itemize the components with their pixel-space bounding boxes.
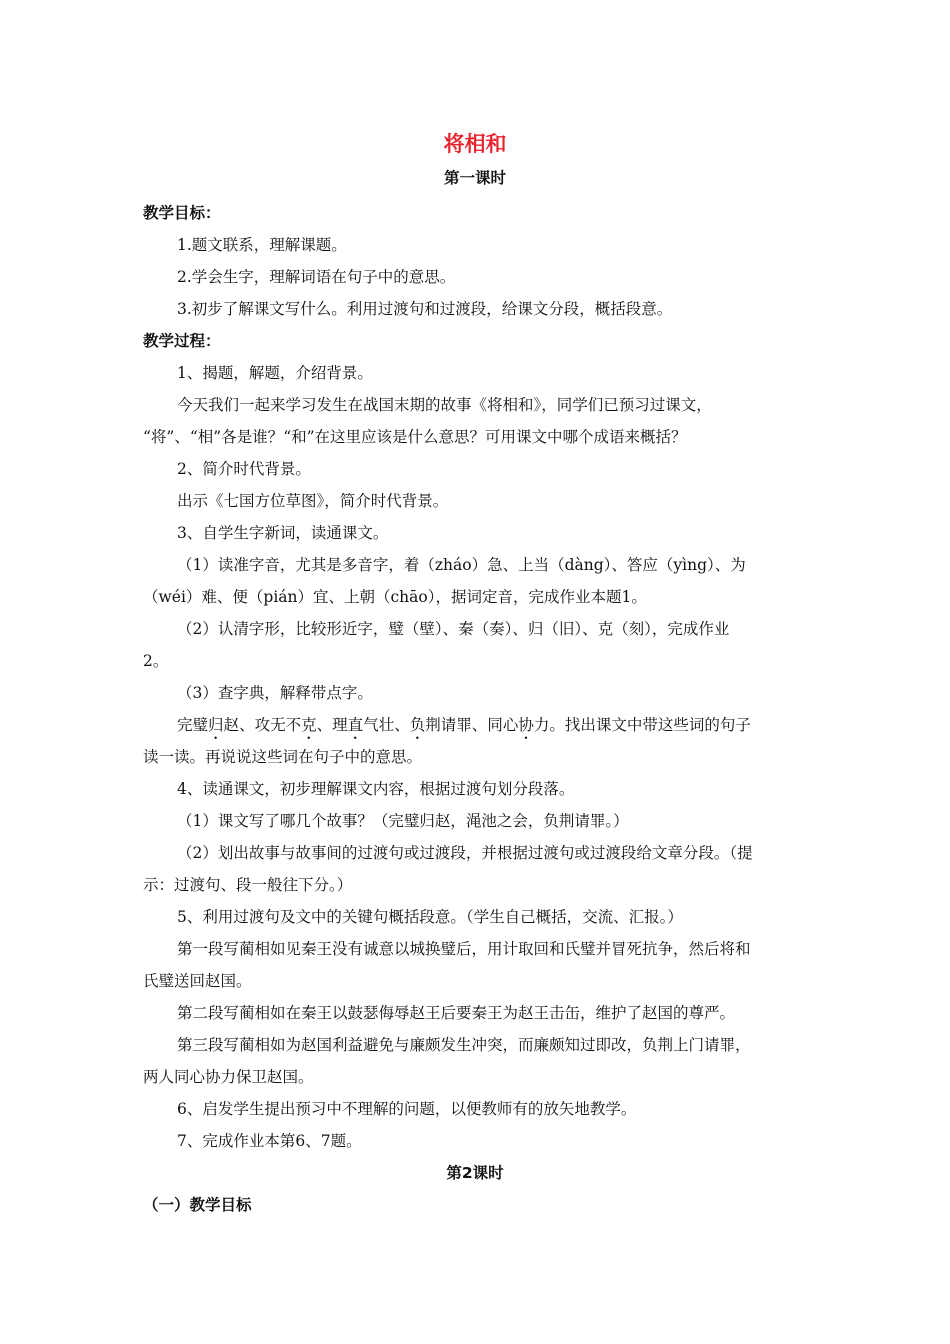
step-3-2: （2）认清字形，比较形近字，璧（壁）、秦（奏）、归（旧）、克（刻），完成作业 bbox=[177, 620, 730, 638]
idioms-line-2: 读一读。再说说这些词在句子中的意思。 bbox=[143, 748, 423, 766]
idiom-separator: 、 bbox=[471, 716, 488, 734]
step-4-2: （2）划出故事与故事间的过渡句或过渡段，并根据过渡句或过渡段给文章分段。（提 bbox=[177, 844, 753, 862]
idiom-char: 荆 bbox=[425, 716, 441, 734]
step-7: 7、完成作业本第6、7题。 bbox=[177, 1132, 362, 1150]
goal-item: 2.学会生字，理解词语在句子中的意思。 bbox=[177, 268, 456, 286]
step-3-1: （wéi）难、便（pián）宜、上朝（chāo），据词定音，完成作业本题1。 bbox=[143, 588, 647, 606]
idioms-tail: 。找出课文中带这些词的句子 bbox=[549, 716, 751, 734]
idiom-char: 同 bbox=[487, 716, 503, 734]
idiom-char: 无 bbox=[270, 716, 286, 734]
idiom-char: 罪 bbox=[456, 716, 472, 734]
lesson-2-heading: 第2课时 bbox=[446, 1164, 504, 1182]
idiom-char: 璧 bbox=[192, 716, 209, 734]
idiom-char: 赵 bbox=[223, 716, 240, 734]
idioms-line bbox=[177, 713, 751, 743]
goal-item: 1.题文联系，理解课题。 bbox=[177, 236, 347, 254]
idiom-char: 请 bbox=[440, 716, 457, 734]
step-5: 5、利用过渡句及文中的关键句概括段意。（学生自己概括，交流、汇报。） bbox=[177, 908, 683, 926]
step-4: 4、读通课文，初步理解课文内容，根据过渡句划分段落。 bbox=[177, 780, 575, 798]
idiom-separator: 、 bbox=[316, 716, 333, 734]
step-2: 2、简介时代背景。 bbox=[177, 460, 311, 478]
idiom-char-dotted: 克 bbox=[301, 716, 317, 734]
idiom-separator: 、 bbox=[239, 716, 255, 734]
step-1: 1、揭题，解题，介绍背景。 bbox=[177, 364, 373, 382]
idiom-char: 气 bbox=[363, 716, 379, 734]
idiom-char-dotted: 协 bbox=[518, 716, 534, 734]
goals-heading: 教学目标： bbox=[143, 204, 221, 222]
step-4-2: 示：过渡句、段一般往下分。） bbox=[143, 876, 353, 894]
lesson-1-heading: 第一课时 bbox=[443, 169, 506, 187]
step-3-2: 2。 bbox=[143, 652, 169, 670]
step-3-3: （3）查字典，解释带点字。 bbox=[177, 684, 373, 702]
paragraph-2-summary: 第二段写蔺相如在秦王以鼓瑟侮辱赵王后要秦王为赵王击缶，维护了赵国的尊严。 bbox=[177, 1004, 736, 1022]
document-title: 将相和 bbox=[443, 132, 507, 156]
idiom-char: 不 bbox=[285, 716, 302, 734]
step-2-text: 出示《七国方位草图》，简介时代背景。 bbox=[177, 492, 449, 510]
process-heading: 教学过程： bbox=[143, 332, 221, 350]
idiom-char: 壮 bbox=[378, 716, 395, 734]
idiom-char: 完 bbox=[177, 716, 193, 734]
step-1-text: 今天我们一起来学习发生在战国末期的故事《将相和》，同学们已预习过课文， bbox=[177, 396, 712, 414]
idiom-char-dotted: 归 bbox=[208, 716, 224, 734]
idiom-char-dotted: 负 bbox=[409, 716, 426, 734]
idiom-char: 力 bbox=[533, 716, 550, 734]
step-3: 3、自学生字新词，读通课文。 bbox=[177, 524, 389, 542]
paragraph-1-summary: 第一段写蔺相如见秦王没有诚意以城换璧后，用计取回和氏璧并冒死抗争，然后将和 bbox=[177, 940, 751, 958]
idiom-char-dotted: 直 bbox=[347, 716, 364, 734]
idiom-separator: 、 bbox=[394, 716, 410, 734]
section-1-heading: （一）教学目标 bbox=[143, 1196, 252, 1214]
idiom-char: 理 bbox=[332, 716, 348, 734]
step-4-1: （1）课文写了哪几个故事？（完璧归赵，渑池之会，负荆请罪。） bbox=[177, 812, 629, 830]
paragraph-1-summary: 氏璧送回赵国。 bbox=[143, 972, 252, 990]
idiom-char: 攻 bbox=[254, 716, 271, 734]
step-3-1: （1）读准字音，尤其是多音字，着（zháo）急、上当（dàng）、答应（yìng）、为 bbox=[177, 556, 746, 574]
goal-item: 3.初步了解课文写什么。利用过渡句和过渡段，给课文分段，概括段意。 bbox=[177, 300, 673, 318]
step-6: 6、启发学生提出预习中不理解的问题，以便教师有的放矢地教学。 bbox=[177, 1100, 637, 1118]
step-1-text: “将”、“相”各是谁？“和”在这里应该是什么意思？可用课文中哪个成语来概括？ bbox=[143, 428, 687, 446]
idiom-char: 心 bbox=[502, 716, 519, 734]
paragraph-3-summary: 两人同心协力保卫赵国。 bbox=[143, 1068, 314, 1086]
paragraph-3-summary: 第三段写蔺相如为赵国利益避免与廉颇发生冲突，而廉颇知过即改，负荆上门请罪， bbox=[177, 1036, 751, 1054]
